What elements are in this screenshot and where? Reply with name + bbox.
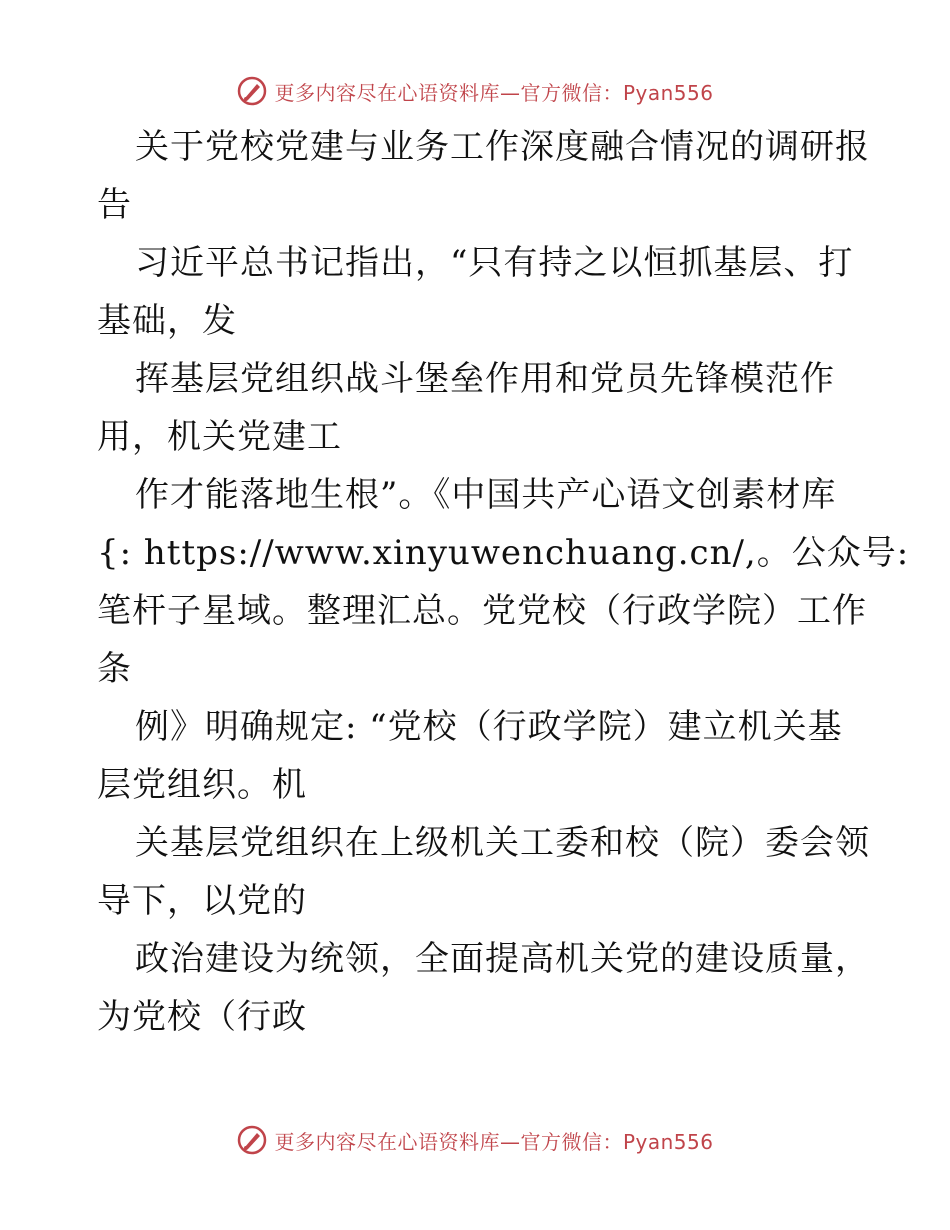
title-line-1: 关于党校党建与业务工作深度融合情况的调研报: [135, 127, 870, 167]
pen-logo-icon: [236, 75, 268, 107]
header-watermark: [0, 71, 950, 111]
paragraph-line: 用，机关党建工: [97, 417, 342, 457]
paragraph-line: {: https://www.xinyuwenchuang.cn/,。公众号:: [97, 533, 910, 573]
paragraph-line: 关基层党组织在上级机关工委和校（院）委会领: [135, 823, 870, 863]
paragraph-line: 条: [97, 649, 132, 689]
watermark-text: 更多内容尽在心语资料库—官方微信：Pyan556: [274, 80, 714, 105]
footer-watermark: [0, 1120, 950, 1160]
paragraph-line: 挥基层党组织战斗堡垒作用和党员先锋模范作: [135, 359, 835, 399]
paragraph-line: 为党校（行政: [97, 997, 307, 1037]
pen-logo-icon: [236, 1124, 268, 1156]
document-body: [97, 118, 910, 1046]
paragraph-line: 作才能落地生根”。《中国共产心语文创素材库: [135, 475, 837, 515]
paragraph-line: 层党组织。机: [97, 765, 307, 805]
paragraph-line: 基础，发: [97, 301, 237, 341]
title-line-2: 告: [97, 185, 132, 225]
paragraph-line: 导下，以党的: [97, 881, 307, 921]
paragraph-line: 例》明确规定: “党校（行政学院）建立机关基: [135, 707, 843, 747]
paragraph-line: 习近平总书记指出，“只有持之以恒抓基层、打: [135, 243, 854, 283]
watermark-text: 更多内容尽在心语资料库—官方微信：Pyan556: [274, 1129, 714, 1154]
paragraph-line: 政治建设为统领，全面提高机关党的建设质量，: [135, 939, 870, 979]
paragraph-line: 笔杆子星域。整理汇总。党党校（行政学院）工作: [97, 591, 867, 631]
